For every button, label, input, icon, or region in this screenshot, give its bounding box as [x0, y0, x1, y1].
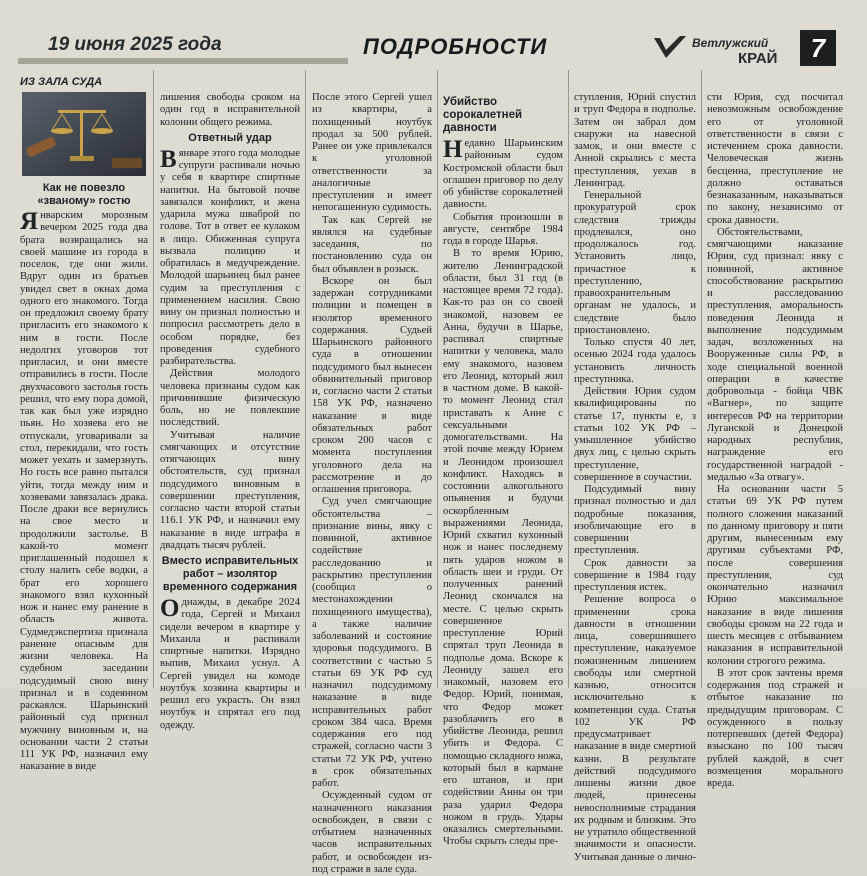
column-6 [707, 92, 843, 790]
column-1 [20, 180, 148, 774]
column-rule [437, 70, 438, 688]
article3-dropcap: О [160, 595, 180, 622]
col5-paragraph: Подсудимый вину признал полностью и дал подробные показания, изобличающие его в совершении преступления. [574, 484, 696, 557]
column-rule [701, 70, 702, 688]
article4-paragraph: Недавно Шарьинским районным судом Костромской области был оглашен приговор по делу об убийстве сорокалетней давности. [443, 136, 563, 211]
article1-dropcap: Я [20, 208, 39, 235]
col6-paragraph: сти Юрия, суд посчитал невозможным освобождение его от уголовной ответственности в связи с истечением срока давности. Человеческая жизнь бесценна, преступление не должно оставаться безнаказанным, наказываться по закону, независимо от срока давности. [707, 92, 843, 226]
col6-paragraph: На основании части 5 статьи 69 УК РФ путем полного сложения наказаний по данному приговору и пяти другим, вынесенным ему другими субъектами РФ, после совершения преступления, суд окончательно назначил Юрию максимальное наказание в виде лишения свободы сроком на 22 года и шесть месяцев с отбыванием наказания в исправительной колонии строгого режима. [707, 484, 843, 667]
col3-paragraph: Вскоре он был задержан сотрудниками полиции и помещен в изолятор временного содержания. Судьей Шарьинского районного суда в отношении подсудимого был вынесен обвинительный приговор и, согласно части 2 статьи 158 УК РФ, назначено наказание в виде обязательных работ сроком 200 часов с момента поступления уголовного дела на рассмотрение и до оглашения приговора. [312, 275, 432, 495]
court-scales-photo [22, 92, 146, 176]
col5-paragraph: Срок давности за совершение в 1984 году преступления истек. [574, 557, 696, 593]
column-rule [568, 70, 569, 688]
col3-paragraph: После этого Сергей ушел из квартиры, а похищенный ноутбук продал за 500 рублей. Ранее он уже привлекался к уголовной ответственности за аналогичные преступления и имеет непогашенную судимость. [312, 92, 432, 214]
column-rule [305, 70, 306, 688]
col5-paragraph: Генеральной прокуратурой срок следствия трижды продлевался, оно продолжалось год. Установить лицо, причастное к преступлению, правоохранительным органам не удалось, и следствие было приостановлено. [574, 190, 696, 336]
column-3 [312, 92, 432, 876]
col5-paragraph: ступления, Юрий спустил и труп Федора в подполье. Затем он забрал дом снаружи на навесной замок, и они вместе с Анной скрылись с места преступления, уехав в Ленинград. [574, 92, 696, 189]
logo-bottom-text: КРАЙ [738, 50, 778, 67]
rubric-label: ИЗ ЗАЛА СУДА [20, 76, 103, 88]
article4-paragraph: В то время Юрию, жителю Ленинградской области, был 31 год (в настоящее время 72 года). Как-то раз он со своей знакомой, назовем ее Анна, будучи в Шарье, распивал спиртные напитки у человека, мало ему знакомого, назовем его Леонид, который жил в частном доме. В какой-то момент Леонид стал приставать к Анне с сексуальными домогательствами. На этой почве между Юрием и Леонидом произошел конфликт. Находясь в состоянии алкогольного опьянения и будучи оскорбленным выражениями Леонида, Юрий схватил кухонный нож и нанес последнему пять ударов ножом в область шеи и груди. От полученных ранений Леонид скончался на месте. С целью скрыть совершенное преступление Юрий спрятал труп Леонида в подполье дома. Вскоре к Леониду зашел его знакомый, назовем его Федор. Юрий, понимая, что Федор может разоблачить его в убийстве Леонида, решил убить и Федора. С помощью складного ножа, который был в кармане его штанов, и при содействии Анны он три раза ударил Федора ножом в грудь. Удары оказались смертельными. Чтобы скрыть следы пре- [443, 248, 563, 848]
column-2 [160, 92, 300, 732]
article2-paragraph: Учитывая наличие смягчающих и отсутствие отягчающих вину обстоятельств, суд признал подсудимого виновным в совершении преступления, согласно части второй статьи 116.1 УК РФ, и назначил ему наказание в виде штрафа в двадцать тысяч рублей. [160, 429, 300, 551]
article2-dropcap: В [160, 145, 177, 173]
header-rule [18, 58, 348, 64]
column-4 [443, 96, 563, 849]
article1-continuation: лишения свободы сроком на один год в исправительной колонии общего режима. [160, 92, 300, 128]
col6-paragraph: В этот срок зачтены время содержания под стражей и отбытое наказание по предыдущим приговорам. С осужденного в пользу потерпевших (детей Федора) взыскано по 100 тысяч рублей каждой, в счет возмещения морального вреда. [707, 667, 843, 789]
page-header [0, 28, 867, 68]
page-number: 7 [800, 30, 836, 66]
col6-paragraph: Обстоятельствами, смягчающими наказание Юрия, суд признал: явку с повинной, активное способствование раскрытию и расследованию преступления, аморальность поведения Леонида и выполнение подсудимым задач, возложенных на Вооруженные силы РФ, в ходе специальной военной операции в качестве добровольца - бойца ЧВК «Вагнер», по защите интересов РФ на территории Луганской и Донецкой народных республик, награждение его государственной наградой - медалью «За отвагу». [707, 226, 843, 483]
article4-paragraph: События произошли в августе, сентябре 1984 года в городе Шарья. [443, 211, 563, 247]
article2-paragraph: Действия молодого человека признаны судом как причинившие физическую боль, но не повлекшие последствий. [160, 368, 300, 429]
column-5 [574, 92, 696, 864]
article2-subtitle: Ответный удар [188, 131, 272, 144]
col3-paragraph: Так как Сергей не являлся на судебные заседания, по постановлению суда он был объявлен в розыск. [312, 214, 432, 275]
article4-dropcap: Н [443, 136, 463, 163]
col5-paragraph: Только спустя 40 лет, осенью 2024 года удалось установить личность преступника. [574, 337, 696, 385]
article4-title: Убийство сорокалетней давности [443, 96, 523, 134]
scales-of-justice-icon [22, 92, 146, 176]
article1-title: Как не повезло «званому» гостю [37, 182, 131, 207]
section-title: ПОДРОБНОСТИ [363, 34, 548, 59]
col5-paragraph: Действия Юрия судом квалифицированы по статье 17, пункты е, з статьи 102 УК РФ – умышленное убийство двух лиц, с целью скрыть преступление, совершенное в соучастии. [574, 386, 696, 483]
article2-paragraph: Вянваре этого года молодые супруги распивали ночью у себя в квартире спиртные напитки. На бытовой почве завязался конфликт, и жена ударила мужа шваброй по голове. Тот в ответ ее кулаком в лицо. Обиженная супруга вызвала полицию и обратилась в медучреждение. Молодой шарьинец был ранее судим за преступления с применением насилия. Свою вину он признал полностью и попросил рассмотреть дело в особом порядке, без проведения судебного разбирательства. [160, 145, 300, 367]
logo-check-icon [652, 32, 802, 66]
issue-date: 19 июня 2025 года [48, 34, 222, 55]
logo-top-text: Ветлужский [692, 36, 769, 50]
article3-subtitle: Вместо исправительных работ – изолятор временного содержания [161, 555, 299, 593]
col5-paragraph: Решение вопроса о применении срока давности в отношении лица, совершившего преступление, наказуемое пожизненным лишением свободы или смертной казнью, относится исключительно к компетенции суда. Статья 102 УК РФ предусматривает наказание в виде смертной казни. В результате действий подсудимого лишены жизни двое людей, принесены невосполнимые страдания их родным и близким. Это не утратило общественной значимости и опасности. Учитывая данные о лично- [574, 594, 696, 863]
article3-paragraph: Однажды, в декабре 2024 года, Сергей и Михаил сидели вечером в квартире у Михаила и распивали спиртные напитки. Изрядно выпив, Михаил уснул. А Сергей увидел на комоде ноутбук хозяина квартиры и решил его украсть. Он взял ноутбук и спрятал его под одежду. [160, 595, 300, 731]
newspaper-logo [652, 32, 802, 66]
col3-paragraph: Суд учел смягчающие обстоятельства – признание вины, явку с повинной, активное содействие расследованию и раскрытию преступления (сообщил о местонахождении похищенного имущества), а также наличие заболеваний и состояние здоровья подсудимого. В соответствии с частью 5 статьи 69 УК РФ суд назначил подсудимому наказание в виде исправительных работ сроком 384 часа. Время содержания его под стражей, согласно части 3 статьи 72 УК РФ, учтено в срок обязательных работ. [312, 496, 432, 789]
col3-paragraph: Осужденный судом от назначенного наказания освобожден, в связи с отбытием назначенных часов исправительных работ, и освобожден из-под стражи в зале суда. [312, 790, 432, 875]
column-rule [153, 70, 154, 688]
article1-paragraph: Январским морозным вечером 2025 года два брата возвращались на своей машине из города в поселок, где они жили. Вдруг один из братьев увидел свет в окнах дома одного его знакомого. Тогда он предложил своему брату пригласить его знакомого к ним в гости. После недолгих уговоров тот пригласил, и они вместе отправились в гости. После двухчасового застолья гость решил, что ему пора домой, так как был уже изрядно пьян. Но хозяева его не отпускали, уговаривали за стол, перекидали, что гость может уехать и замерзнуть. Но гость все равно пытался уйти, тогда между ним и хозяевами завязалась драка. После драки все вернулись на свое место и продолжили застолье. В какой-то момент приглашенный подошел к столу налить себе водки, а брат его хорошего знакомого взял кухонный нож и нанес ему ранение в область живота. Судмедэкспертиза признала ранение опасным для жизни человека. На судебном заседании подсудимый свою вину признал и в содеянном раскаялся. Шарьинский районный суд признал мужчину виновным и, на основании части 2 статьи 111 УК РФ, назначил ему наказание в виде [20, 208, 148, 773]
